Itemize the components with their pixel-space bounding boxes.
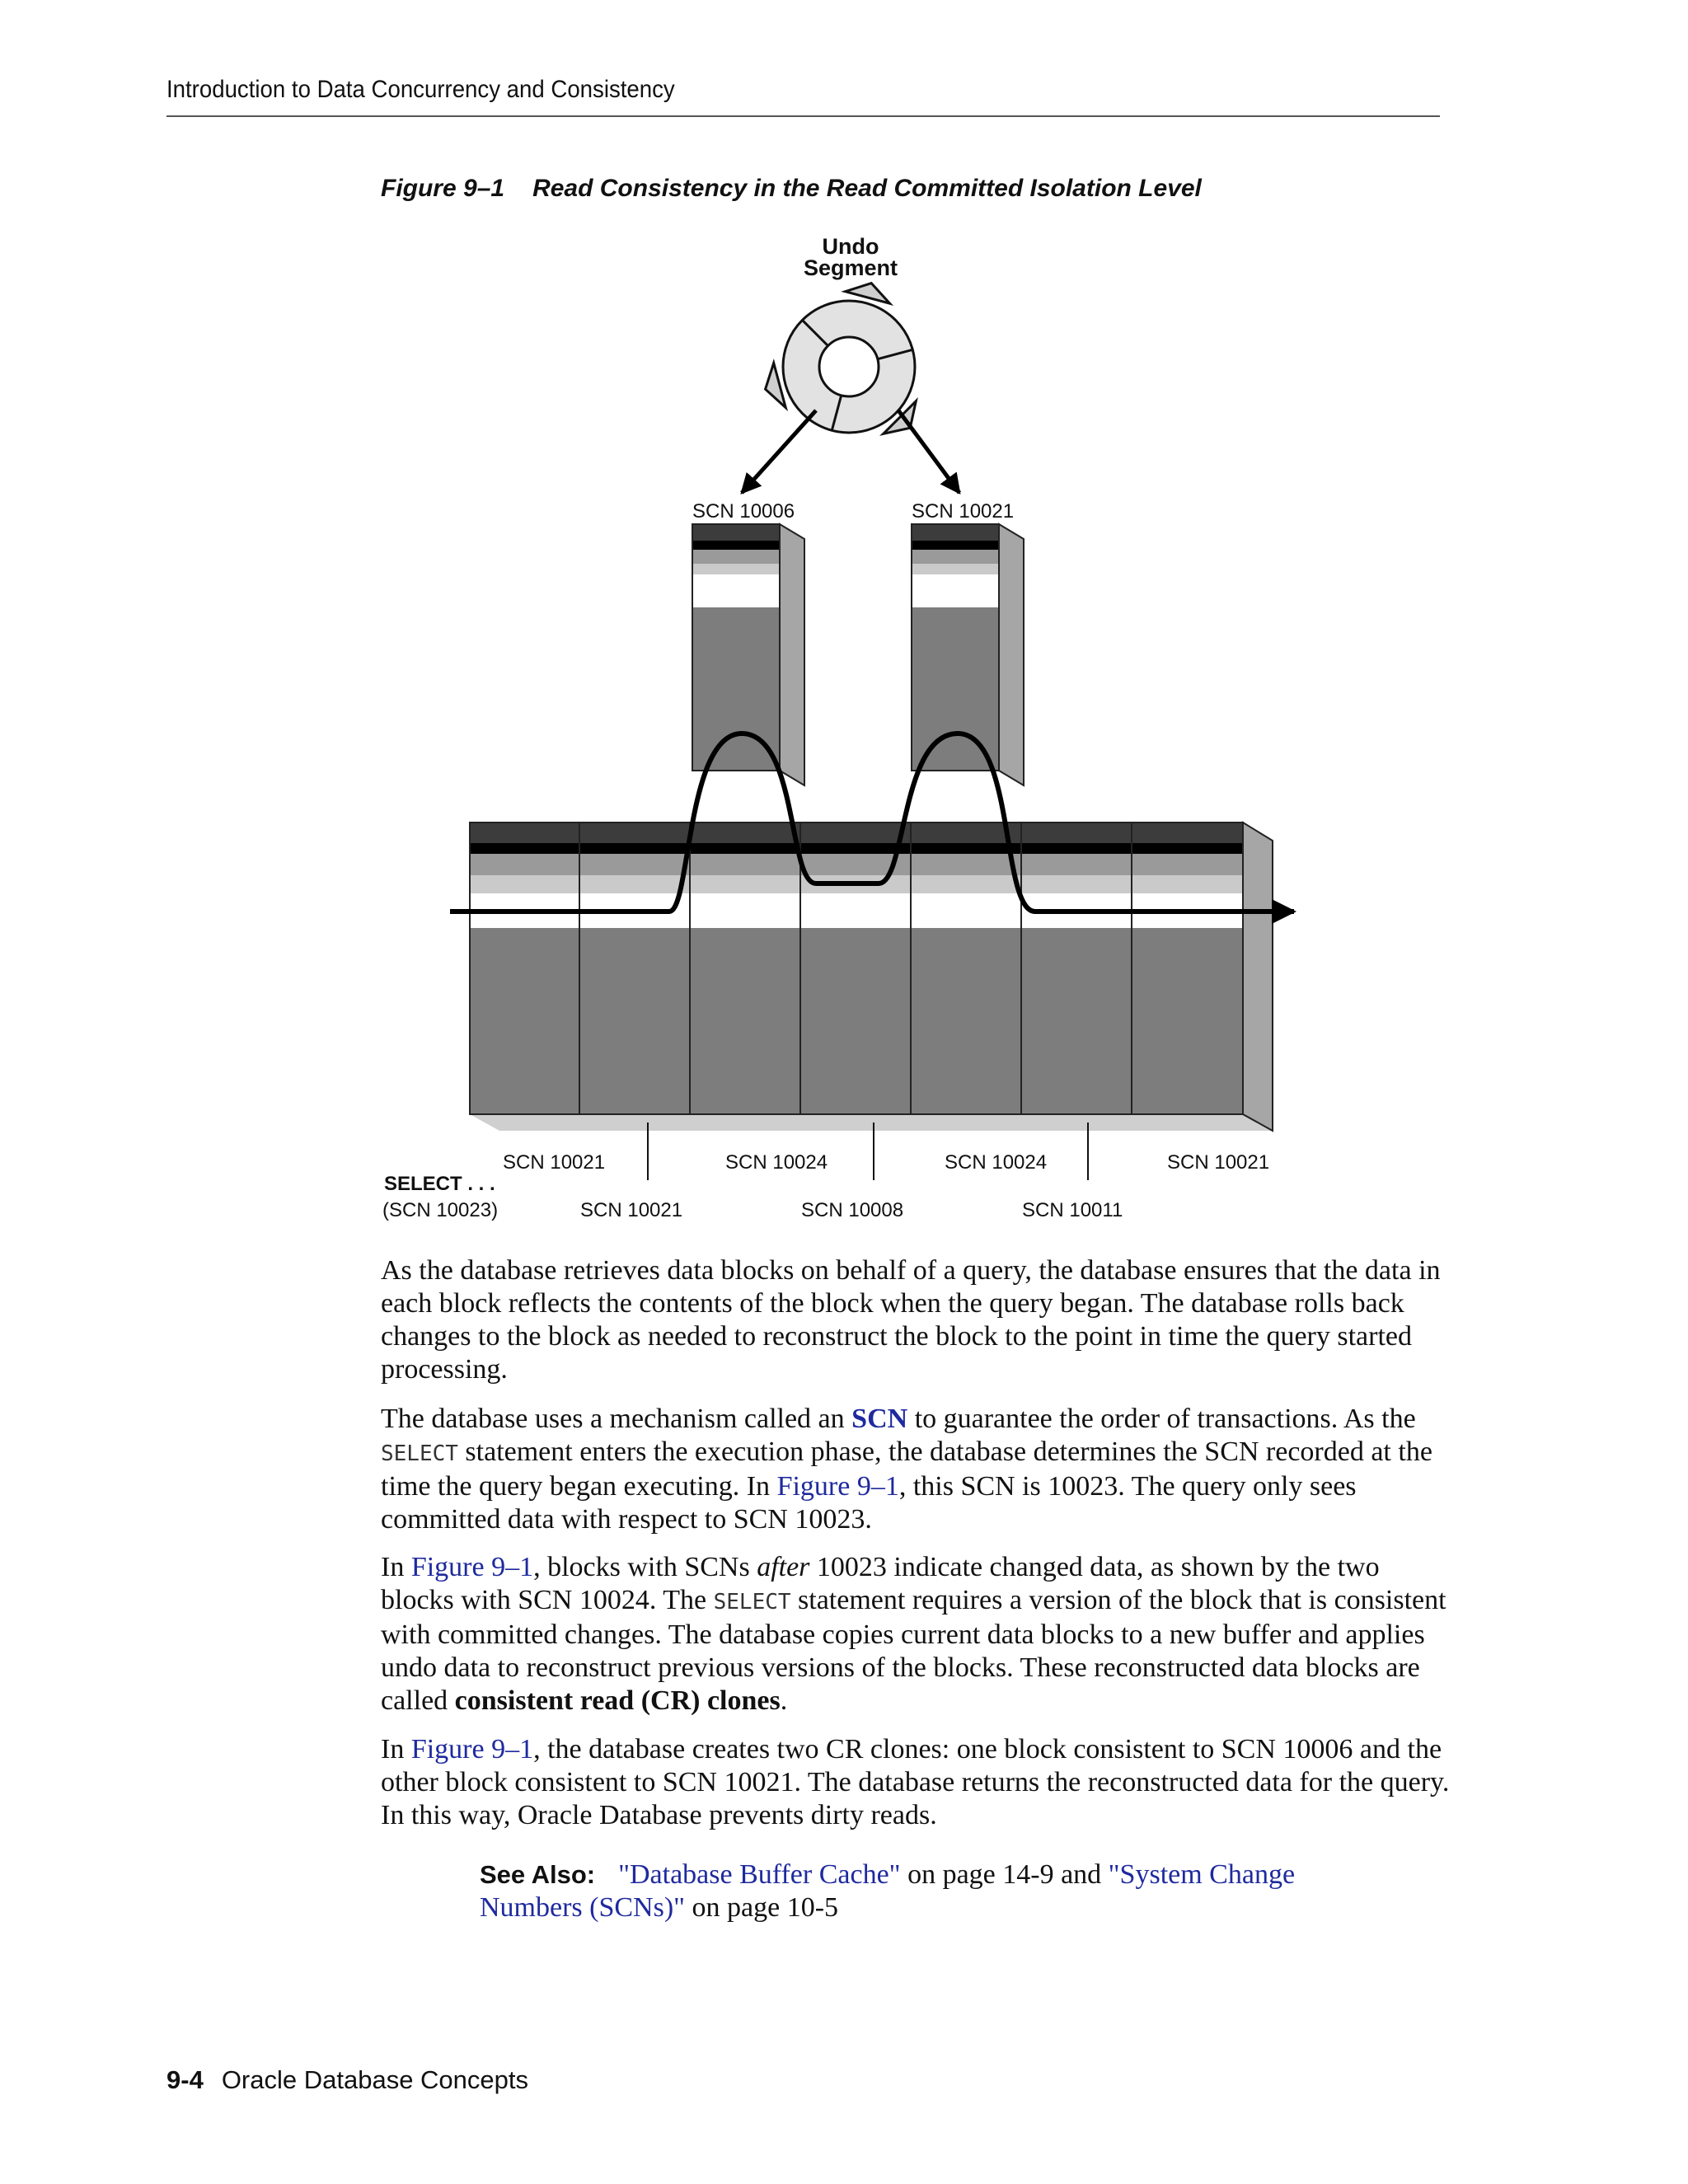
scn-glossary-link[interactable]: SCN [851, 1404, 908, 1434]
body-paragraph: In Figure 9–1, the database creates two CR clones: one block consistent to SCN 10006 and the other block consistent to SCN 10021. The database returns the reconstructed data for the query. In this way, Oracle Database prevents dirty reads. [381, 1734, 1450, 1830]
body-paragraph: The database uses a mechanism called an SCN to guarantee the order of transactions. As the SELECT statement enters the execution phase, the database determines the SCN recorded at the time the query began executing. In Figure 9–1, this SCN is 10023. The query only sees committed data with respect to SCN 10023. [381, 1404, 1432, 1535]
select-code: SELECT [713, 1590, 791, 1615]
figure-link[interactable]: Figure 9–1 [410, 1552, 534, 1582]
book-title: Oracle Database Concepts [221, 2065, 529, 2094]
scn-section-link[interactable]: "System Change Numbers (SCNs)" [480, 1859, 1296, 1923]
undo-label-line2: Segment [803, 255, 898, 280]
arrow-to-cr-block-2 [898, 410, 959, 493]
undo-label-line1: Undo [822, 234, 879, 259]
arrow-to-cr-block-1 [742, 410, 816, 493]
undo-cycle-icon [759, 277, 926, 444]
cr-block-label: SCN 10006 [692, 500, 795, 523]
block-scn-label: SCN 10011 [1022, 1199, 1123, 1221]
running-header: Introduction to Data Concurrency and Consistency [166, 76, 675, 103]
page-number: 9-4 [166, 2065, 204, 2094]
page-footer [166, 2065, 528, 2095]
select-scn-label: (SCN 10023) [382, 1199, 499, 1221]
block-scn-label: SCN 10021 [580, 1199, 683, 1221]
select-label: SELECT . . . [384, 1173, 495, 1195]
block-scn-label: SCN 10021 [1167, 1151, 1270, 1174]
cr-clones-term: consistent read (CR) clones [454, 1685, 781, 1716]
figure-title: Read Consistency in the Read Committed Isolation Level [532, 175, 1202, 202]
body-paragraph: As the database retrieves data blocks on behalf of a query, the database ensures that the data in each block reflects the contents of the block when the query began. The database rolls back changes to the block as needed to reconstruct the block to the point in time the query started processing. [381, 1255, 1441, 1385]
cr-block [912, 524, 1024, 785]
figure-number: Figure 9–1 [381, 175, 505, 202]
cr-block [692, 524, 804, 785]
block-scn-label: SCN 10024 [725, 1151, 828, 1174]
buffer-cache-link[interactable]: "Database Buffer Cache" [618, 1859, 901, 1890]
block-scn-label: SCN 10008 [801, 1199, 904, 1221]
block-scn-label: SCN 10024 [945, 1151, 1048, 1174]
block-scn-label: SCN 10021 [503, 1151, 606, 1174]
body-paragraph: In Figure 9–1, blocks with SCNs after 10023 indicate changed data, as shown by the two blocks with SCN 10024. The SELECT statement requires a version of the block that is consistent with committed changes. The database copies current data blocks to a new buffer and applies undo data to reconstruct previous versions of the blocks. These reconstructed data blocks are called consistent read (CR) clones. [381, 1552, 1447, 1716]
cr-block-label: SCN 10021 [912, 500, 1015, 523]
see-also-note: See Also: "Database Buffer Cache" on page 14-9 and "System Change Numbers (SCNs)" on page 10-5 [480, 1859, 1296, 1923]
figure-link[interactable]: Figure 9–1 [776, 1471, 899, 1502]
figure-link[interactable]: Figure 9–1 [410, 1734, 534, 1765]
see-also-label: See Also: [480, 1860, 596, 1889]
data-blocks-row [470, 823, 1273, 1131]
select-code: SELECT [381, 1441, 458, 1466]
